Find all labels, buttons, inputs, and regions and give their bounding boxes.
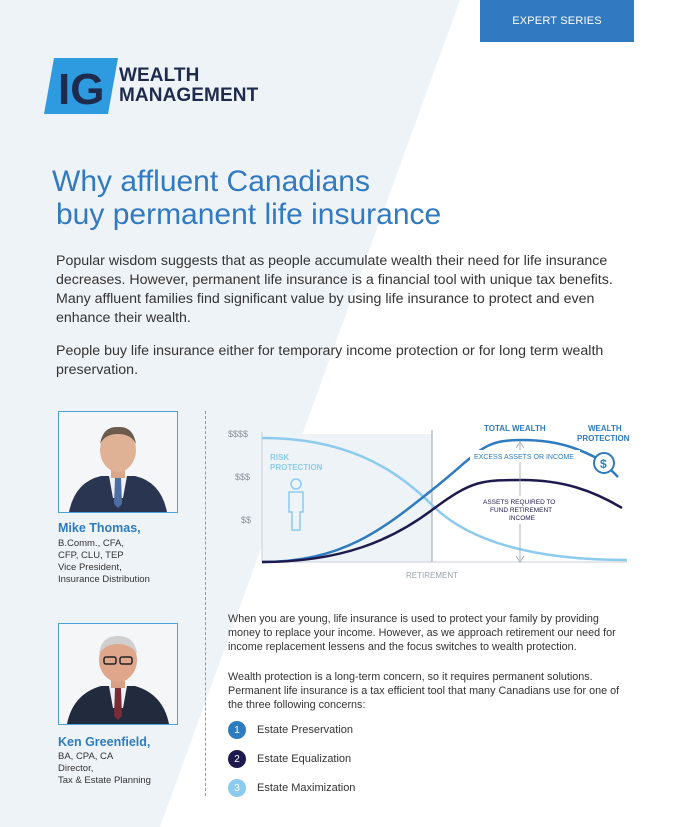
assets-label: FUND RETIREMENT [490, 507, 553, 514]
dollar-magnifier-icon [594, 453, 618, 477]
logo-line-2: MANAGEMENT [119, 85, 259, 106]
total-wealth-label: TOTAL WEALTH [484, 424, 546, 433]
concern-item [228, 750, 351, 768]
person-credentials-2 [58, 751, 151, 787]
credential-line: CFP, CLU, TEP [58, 550, 124, 561]
expert-series-badge: EXPERT SERIES [480, 0, 634, 42]
number-badge: 1 [228, 721, 246, 739]
x-axis-label: RETIREMENT [406, 571, 458, 580]
intro-paragraph-2: People buy life insurance either for temporary income protection or for long term wealth preservation. [56, 343, 604, 378]
number-badge: 2 [228, 750, 246, 768]
assets-label: ASSETS REQUIRED TO [483, 499, 556, 506]
credential-line: Director, [58, 763, 94, 774]
y-tick-label: $$$ [235, 472, 251, 482]
body-paragraph-1: When you are young, life insurance is used to protect your family by providing money to replace your income. However, as we approach retirement our need for income replacement lessens and the focus switches to wealth protection. [228, 613, 616, 653]
y-tick-label: $$$$ [228, 429, 249, 439]
intro-paragraph: Popular wisdom suggests that as people accumulate wealth their need for life insurance decreases. However, permanent life insurance is a financial tool with unique tax benefits. Many affluent families find significant value by using life insurance to protect and even enhance their wealth. [56, 253, 613, 326]
person-name-1: Mike Thomas, [58, 521, 141, 535]
mike-thomas-photo [58, 411, 178, 513]
wealth-protection-label: WEALTH [588, 424, 622, 433]
logo-mark: IG [58, 65, 105, 114]
y-tick-label: $$ [241, 515, 252, 525]
risk-label: PROTECTION [270, 463, 323, 472]
column-divider [205, 411, 206, 796]
risk-label: RISK [270, 453, 290, 462]
title-line-1: Why affluent Canadians [52, 165, 370, 198]
ken-greenfield-photo [58, 623, 178, 725]
person-credentials-1 [58, 538, 150, 586]
assets-label: INCOME [509, 515, 535, 522]
concern-label: Estate Preservation [257, 724, 353, 736]
excess-label: EXCESS ASSETS OR INCOME [474, 454, 574, 461]
body-paragraph-2: Wealth protection is a long-term concern, so it requires permanent solutions. Permanent life insurance is a tax efficient tool that many Canadians use for one of the three following concerns: [228, 671, 620, 711]
person-name-2: Ken Greenfield, [58, 735, 151, 749]
credential-line: B.Comm., CFA, [58, 538, 124, 549]
ig-logo-icon [44, 58, 118, 114]
logo-line-1: WEALTH [119, 65, 200, 86]
number-badge: 3 [228, 779, 246, 797]
dollar-symbol: $ [600, 457, 607, 471]
credential-line: Tax & Estate Planning [58, 775, 151, 786]
concern-label: Estate Maximization [257, 782, 356, 794]
credential-line: Insurance Distribution [58, 574, 150, 585]
credential-line: BA, CPA, CA [58, 751, 114, 762]
title-line-2: buy permanent life insurance [56, 198, 442, 231]
concern-label: Estate Equalization [257, 753, 352, 765]
concern-item [228, 721, 353, 739]
page-title [52, 165, 612, 231]
wealth-chart [222, 420, 642, 590]
logo-text [119, 66, 258, 106]
credential-line: Vice President, [58, 562, 122, 573]
concern-item [228, 779, 355, 797]
wealth-protection-label: PROTECTION [577, 434, 630, 443]
